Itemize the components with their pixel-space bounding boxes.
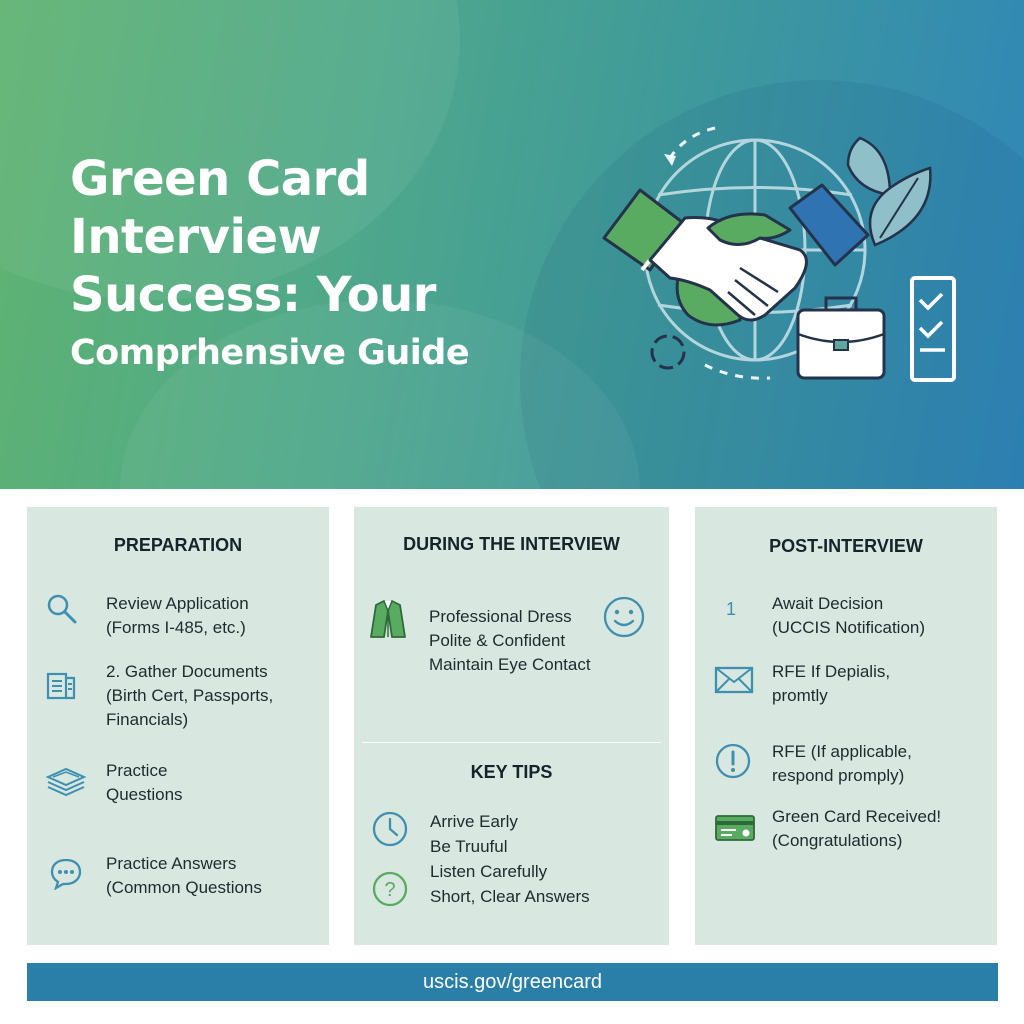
item-text: respond promply): [772, 766, 905, 785]
card-title: DURING THE INTERVIEW: [403, 534, 620, 554]
item-text: promtly: [772, 686, 828, 705]
list-item: [714, 805, 941, 853]
hero-title-line: Success: Your: [70, 267, 436, 323]
suit-icon: [368, 597, 408, 631]
list-item: [49, 852, 262, 900]
item-text: RFE (If applicable,: [772, 742, 912, 761]
svg-text:?: ?: [384, 879, 396, 901]
footer-link[interactable]: uscis.gov/greencard: [27, 963, 998, 1001]
list-item: [714, 660, 890, 708]
item-text: Review Application: [106, 594, 249, 613]
key-tips-list: [430, 809, 590, 909]
item-text: Maintain Eye Contact: [429, 655, 591, 674]
envelope-icon: [714, 662, 754, 696]
alert-icon: [714, 742, 752, 776]
tip-item: Arrive Early: [430, 812, 518, 831]
item-text: Polite & Confident: [429, 631, 566, 650]
handshake-illustration: [590, 110, 980, 400]
tip-item: Listen Carefully: [430, 862, 548, 881]
hero-title-line: Comprhensive Guide: [70, 333, 470, 373]
hero-title-line: Interview: [70, 209, 322, 265]
checklist-icon: [912, 278, 954, 380]
search-icon: [45, 592, 79, 626]
green-card-icon: [714, 813, 756, 847]
hero-title: [70, 150, 540, 382]
document-icon: [45, 668, 79, 702]
question-icon: [371, 870, 409, 913]
item-text: 2. Gather Documents: [106, 662, 268, 681]
briefcase-icon: [798, 298, 884, 378]
stack-icon: [45, 765, 87, 799]
list-item: [45, 759, 183, 807]
list-item: [45, 660, 273, 732]
preparation-card: [27, 507, 329, 945]
list-item: [45, 592, 249, 640]
item-text: Financials): [106, 710, 189, 729]
item-text: (Common Questions: [106, 878, 262, 897]
item-text: Practice Answers: [106, 854, 237, 873]
step-number: 1: [725, 599, 736, 619]
item-text: RFE If Depialis,: [772, 662, 891, 681]
post-interview-card: [695, 507, 997, 945]
item-text: (Congratulations): [772, 831, 903, 850]
during-interview-card: [354, 507, 669, 945]
item-text: Professional Dress: [429, 607, 572, 626]
divider: [362, 742, 661, 743]
clock-icon: [371, 810, 409, 853]
item-text: (UCCIS Notification): [772, 618, 926, 637]
item-text: Await Decision: [772, 594, 884, 613]
item-text: (Forms I-485, etc.): [106, 618, 246, 637]
item-text: Questions: [106, 785, 183, 804]
tip-item: Be Truuful: [430, 837, 508, 856]
section-subtitle: KEY TIPS: [470, 762, 553, 782]
card-title: PREPARATION: [113, 535, 243, 555]
tip-item: Short, Clear Answers: [430, 887, 590, 906]
handshake-icon: [604, 185, 868, 325]
smiley-icon: [602, 595, 646, 639]
item-text: (Birth Cert, Passports,: [106, 686, 274, 705]
item-text: Practice: [106, 761, 168, 780]
chat-bubble-icon: [49, 856, 83, 890]
list-item: [714, 592, 925, 640]
item-text: Green Card Received!: [772, 807, 942, 826]
list-item: [368, 597, 591, 677]
list-item: [714, 740, 912, 788]
hero-banner: [0, 0, 1024, 489]
hero-title-line: Green Card: [70, 151, 370, 207]
card-title: POST-INTERVIEW: [769, 536, 923, 556]
